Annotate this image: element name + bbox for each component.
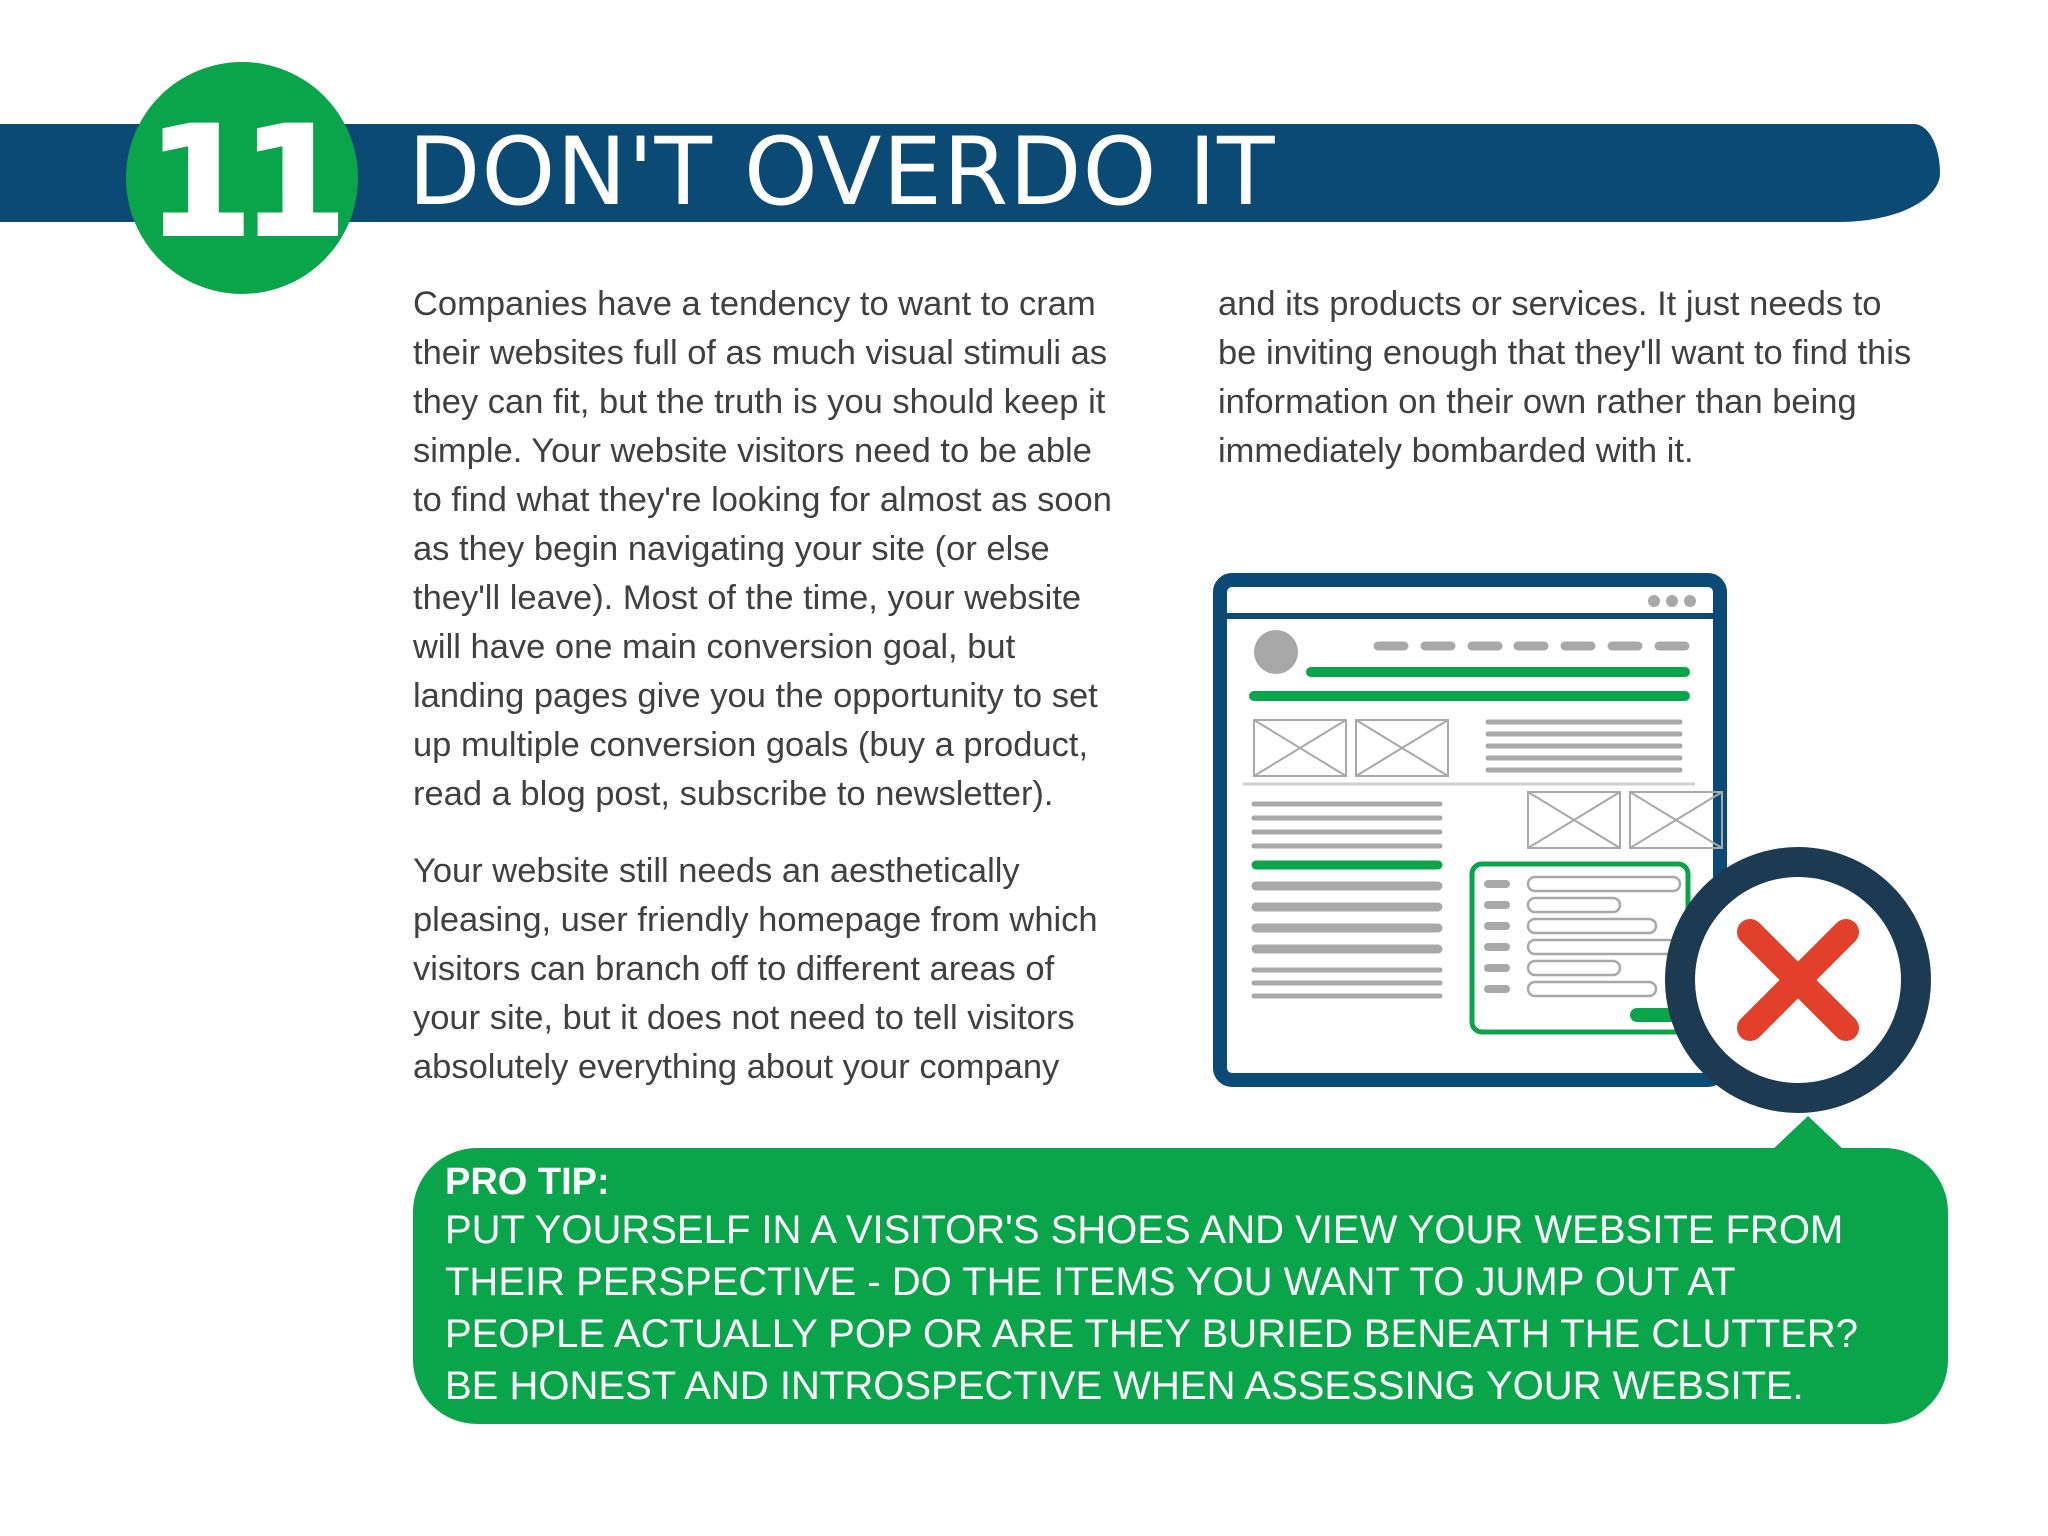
- text-line: they can fit, but the truth is you should keep it: [413, 383, 1106, 421]
- text-line: up multiple conversion goals (buy a product,: [413, 726, 1089, 764]
- paragraph-3: [1218, 280, 1958, 476]
- text-line: Your website still needs an aesthetically: [413, 852, 1020, 890]
- pro-tip-callout: [413, 1148, 1948, 1424]
- text-line: your site, but it does not need to tell visitors: [413, 999, 1075, 1037]
- text-line: as they begin navigating your site (or else: [413, 530, 1050, 568]
- text-line: visitors can branch off to different areas of: [413, 950, 1055, 988]
- text-line: information on their own rather than being: [1218, 383, 1857, 421]
- text-line: Companies have a tendency to want to cram: [413, 285, 1096, 323]
- callout-pointer: [1770, 1116, 1846, 1152]
- paragraph-2: [413, 847, 1153, 1092]
- text-line: absolutely everything about your company: [413, 1048, 1060, 1086]
- page-title: DON'T OVERDO IT: [408, 118, 1276, 227]
- text-line: pleasing, user friendly homepage from which: [413, 901, 1098, 939]
- section-number-badge: [126, 62, 358, 294]
- x-mark-icon: [1680, 862, 1916, 1098]
- text-line: be inviting enough that they'll want to find this: [1218, 334, 1912, 372]
- cluttered-website-illustration: [1210, 570, 1945, 1120]
- tip-line: THEIR PERSPECTIVE - DO THE ITEMS YOU WANT TO JUMP OUT AT: [445, 1260, 1736, 1304]
- tip-line: BE HONEST AND INTROSPECTIVE WHEN ASSESSING YOUR WEBSITE.: [445, 1364, 1804, 1408]
- text-line: landing pages give you the opportunity to set: [413, 677, 1098, 715]
- text-line: simple. Your website visitors need to be able: [413, 432, 1092, 470]
- tip-line: PEOPLE ACTUALLY POP OR ARE THEY BURIED BENEATH THE CLUTTER?: [445, 1312, 1859, 1356]
- text-line: their websites full of as much visual stimuli as: [413, 334, 1108, 372]
- text-line: will have one main conversion goal, but: [413, 628, 1016, 666]
- text-line: they'll leave). Most of the time, your website: [413, 579, 1082, 617]
- pro-tip-text: [445, 1204, 1924, 1412]
- tip-line: PUT YOURSELF IN A VISITOR'S SHOES AND VIEW YOUR WEBSITE FROM: [445, 1208, 1844, 1252]
- text-line: immediately bombarded with it.: [1218, 432, 1694, 470]
- left-column: [413, 280, 1153, 1092]
- text-line: read a blog post, subscribe to newsletter).: [413, 775, 1054, 813]
- text-line: to find what they're looking for almost as soon: [413, 481, 1112, 519]
- pro-tip-label: PRO TIP:: [445, 1161, 610, 1203]
- section-number: 11: [147, 96, 337, 270]
- right-column: [1218, 280, 1958, 476]
- paragraph-1: [413, 280, 1153, 819]
- text-line: and its products or services. It just needs to: [1218, 285, 1882, 323]
